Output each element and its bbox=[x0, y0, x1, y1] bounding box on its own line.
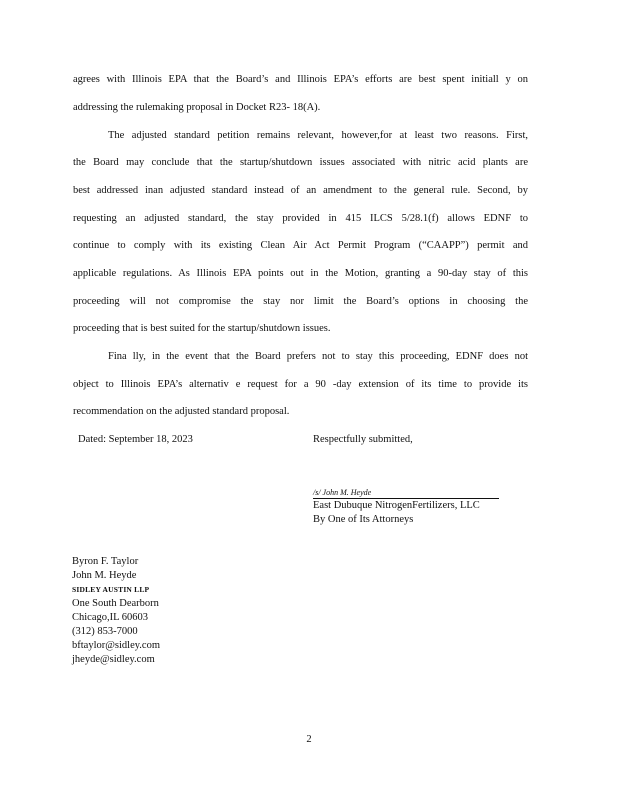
paragraph-3 bbox=[73, 349, 528, 432]
email: bftaylor@sidley.com bbox=[72, 640, 161, 651]
text-line: proceeding that is best suited for the startup/shutdown issues. bbox=[73, 323, 331, 335]
text-line: Fina lly, in the event that the Board prefers not to stay this proceeding, EDNF does not bbox=[108, 351, 528, 362]
company-name: East Dubuque NitrogenFertilizers, LLC bbox=[313, 500, 480, 511]
text-line: The adjusted standard petition remains relevant, however,for at least two reasons. First, bbox=[108, 129, 528, 141]
attorney-line: By One of Its Attorneys bbox=[313, 514, 414, 525]
text-line: recommendation on the adjusted standard proposal. bbox=[73, 406, 290, 418]
email: jheyde@sidley.com bbox=[72, 654, 155, 665]
signature: /s/ John M. Heyde bbox=[313, 487, 499, 499]
text-line: addressing the rulemaking proposal in Docket R23- 18(A). bbox=[73, 101, 321, 113]
text-line: requesting an adjusted standard, the stay provided in 415 ILCS 5/28.1(f) allows EDNF to bbox=[73, 212, 528, 224]
dated-line: Dated: September 18, 2023 bbox=[78, 434, 193, 445]
contact-block bbox=[72, 555, 160, 667]
address-line: One South Dearborn bbox=[72, 598, 159, 609]
text-line: continue to comply with its existing Clean Air Act Permit Program (“CAAPP”) permit and bbox=[73, 240, 528, 252]
text-line: applicable regulations. As Illinois EPA points out in the Motion, granting a 90-day stay of this bbox=[73, 267, 528, 279]
paragraph-1 bbox=[73, 72, 528, 127]
phone: (312) 853-7000 bbox=[72, 626, 138, 637]
address-line: Chicago,IL 60603 bbox=[72, 612, 149, 623]
attorney-name: Byron F. Taylor bbox=[72, 556, 139, 567]
page-number: 2 bbox=[306, 734, 312, 745]
attorney-name: John M. Heyde bbox=[72, 570, 137, 581]
paragraph-2 bbox=[73, 128, 528, 350]
text-line: best addressed inan adjusted standard instead of an amendment to the general rule. Second, by bbox=[73, 184, 528, 196]
text-line: object to Illinois EPA’s alternativ e request for a 90 -day extension of its time to provide its bbox=[73, 378, 528, 390]
closing: Respectfully submitted, bbox=[313, 434, 413, 445]
text-line: the Board may conclude that the startup/shutdown issues associated with nitric acid plants are bbox=[73, 157, 528, 169]
signature-block bbox=[313, 487, 499, 527]
text-line: proceeding will not compromise the stay nor limit the Board’s options in choosing the bbox=[73, 295, 528, 307]
firm-name: SIDLEY AUSTIN LLP bbox=[72, 585, 150, 594]
text-line: agrees with Illinois EPA that the Board’s and Illinois EPA’s efforts are best spent initiall y on bbox=[73, 74, 528, 85]
